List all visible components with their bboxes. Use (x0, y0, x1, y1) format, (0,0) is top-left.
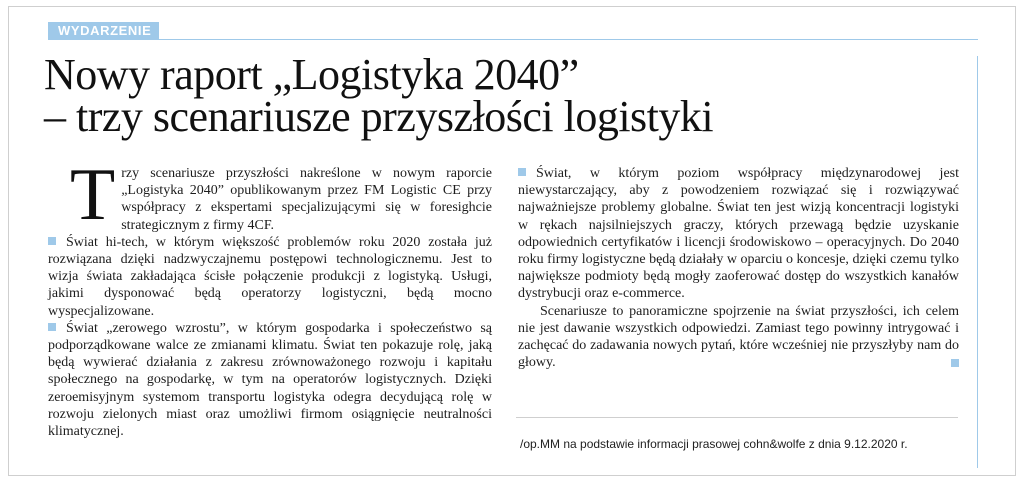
square-bullet-icon (48, 323, 56, 331)
source-note: /op.MM na podstawie informacji prasowej cohn&wolfe z dnia 9.12.2020 r. (520, 437, 908, 451)
bullet-item-2 (48, 320, 492, 440)
right-column (518, 165, 959, 371)
side-rule (977, 56, 978, 468)
headline-line-1: Nowy raport „Logistyka 2040” (44, 50, 579, 99)
left-column (48, 154, 492, 440)
bullet-item-1-text: Świat hi-tech, w którym większość problemów roku 2020 została już rozwiązana dzięki nadzwyczajnemu postępowi technologicznemu. Jest to wizja świata zakładająca ścisłe połączenie produkcji z logistyką. Usługi, jakimi dysponować będą operatorzy logistyczni, będą mocno wyspecjalizowane. (48, 234, 492, 319)
bullet-item-3-text: Świat, w którym poziom współpracy międzynarodowej jest niewystarczający, aby z powodzeniem rozwiązać się i rozwiązywać najważniejsze problemy globalne. Świat ten jest wizją koncentracji logistyki w rękach najsilniejszych graczy, których przewagą będzie uzyskanie odpowiednich certyfikatów i licencji środowiskowo – operacyjnych. Do 2040 roku firmy logistyczne będą działały w oparciu o koncesje, dzięki czemu tylko największe podmioty będą mogły zaoferować dostęp do wszystkich kanałów dystrybucji oraz e-commerce. (518, 166, 959, 302)
lead-text: rzy scenariusze przyszłości nakreślone w nowym raporcie „Logistyka 2040” opublikowanym przez FM Logistic CE przy współpracy z ekspertami specjalizującymi się w foresighcie strategicznym z firmy 4CF. (121, 166, 492, 233)
headline-line-2: – trzy scenariusze przyszłości logistyki (44, 92, 714, 141)
drop-cap: T (70, 154, 116, 236)
tag-rule (48, 39, 978, 40)
bullet-item-3 (518, 165, 959, 303)
lead-paragraph (48, 154, 492, 236)
headline (44, 50, 974, 141)
bullet-item-2-text: Świat „zerowego wzrostu”, w którym gospodarka i społeczeństwo są podporządkowane walce ze zmianami klimatu. Świat ten pokazuje rolę, jaką będą wywierać działania z zakresu zrównoważonego rozwoju i kapitału społecznego na gospodarkę, w tym na operatorów logistycznych. Dzięki zeroemisyjnym systemom transportu logistyka odegra decydującą rolę w rozwoju zielonych miast oraz umożliwi firmom osiągnięcie neutralności klimatycznej. (48, 320, 492, 440)
square-bullet-icon (518, 168, 526, 176)
closing-paragraph (518, 303, 959, 372)
closing-text: Scenariusze to panoramiczne spojrzenie na świat przyszłości, ich celem nie jest dawanie wszystkich odpowiedzi. Zamiast tego powinny intrygować i zachęcać do zadawania nowych pytań, które wcześniej nie przyszłyby nam do głowy. (518, 303, 959, 371)
section-tag: WYDARZENIE (48, 22, 159, 40)
source-separator (516, 417, 958, 418)
square-bullet-icon (48, 237, 56, 245)
end-mark-icon (951, 359, 959, 367)
bullet-item-1 (48, 234, 492, 320)
